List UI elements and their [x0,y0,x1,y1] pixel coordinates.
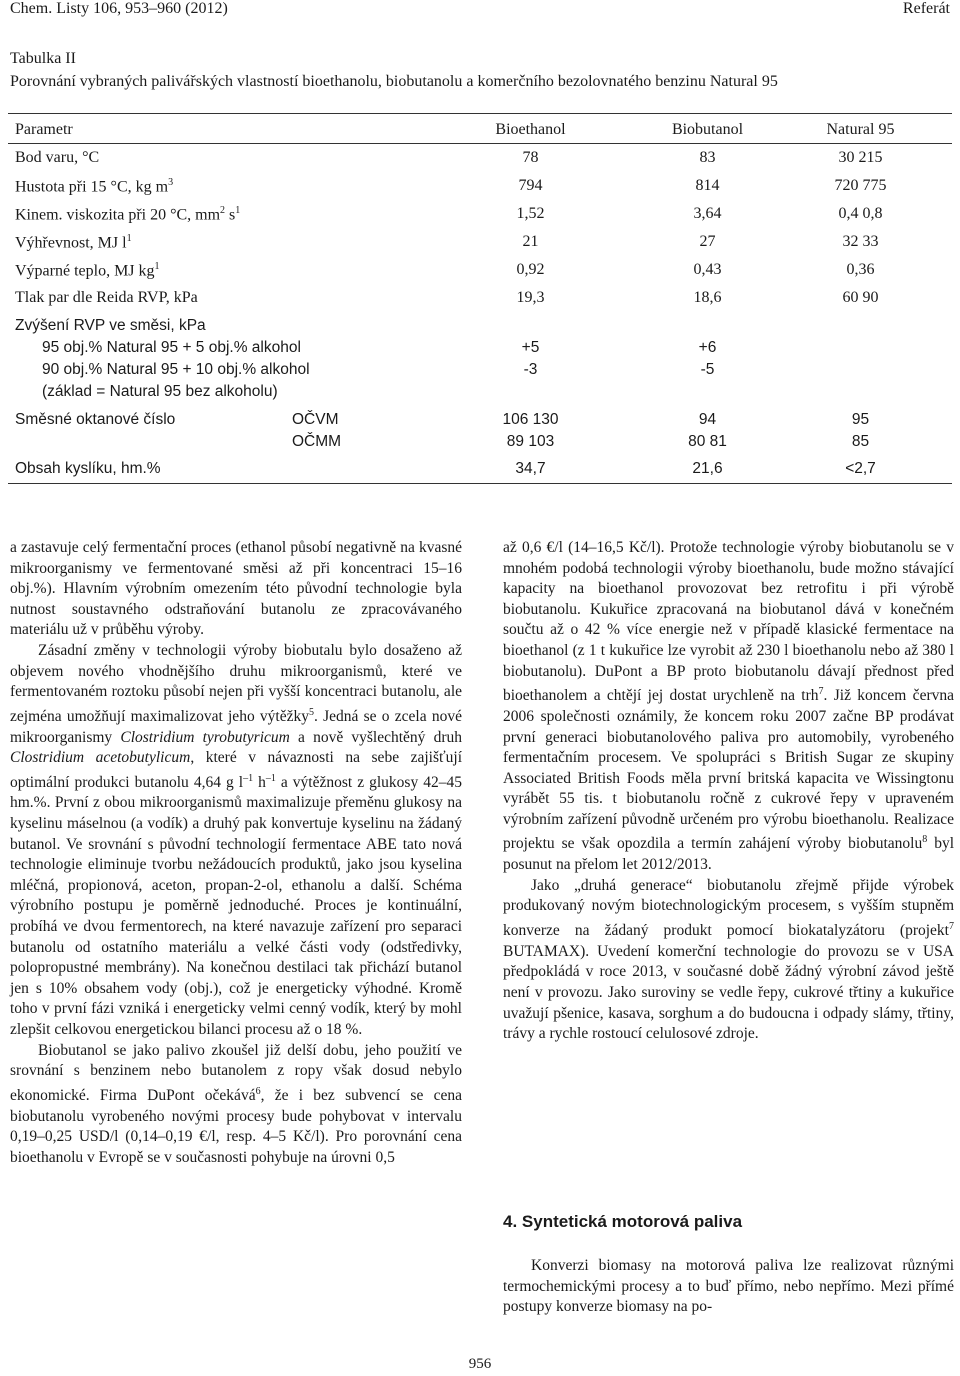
paragraph-text: Jako „druhá generace“ biobutanolu zřejmě přijde výrobek produkovaný novým biotechnologickým procesem, s vyšším stupněm konverze na žádaný produkt pomocí biokatalyzátoru (projekt [503,876,954,940]
param-text: Výhřevnost, MJ l [15,234,127,252]
body-column-right [503,538,954,1045]
table-cell-biobutanol: 83 [699,149,716,166]
rvp-note: (základ = Natural 95 bez alkoholu) [42,383,278,400]
param-exponent: 1 [126,233,132,244]
table-cell-biobutanol: 18,6 [693,289,722,306]
paragraph: Konverzi biomasy na motorová paliva lze realizovat různými termochemickými procesy a to buď přímo, nebo nepřímo. Mezi přímé postupy konverze biomasy na po- [503,1257,954,1316]
rvp-title: Zvýšení RVP ve směsi, kPa [15,317,206,334]
table-row-param: Tlak par dle Reida RVP, kPa [15,289,198,306]
table-row-param: Bod varu, °C [15,149,100,166]
paragraph-text: BUTAMAX). Uvedení komerční technologie do provozu se v USA předpokládá v roce 2013, v současné době žádný výrobní závod ještě není v provozu. Jako suroviny se vedle řepy, cukrové třtiny a kukuřice uvažují pšenice, kasava, sorghum a do budoucna i odpady slámy, třtiny, trávy a rychle rostoucí celulosové zdroje. [503,942,954,1043]
octane-ron-natural95: 95 [851,411,870,428]
running-header-section: Referát [902,0,950,17]
column-header-parameter: Parametr [15,121,73,138]
table-cell-bioethanol: 78 [522,149,539,166]
table-cell-biobutanol: 0,43 [693,261,722,278]
paragraph-text: a výtěžnost z glukosy 42–45 hm.%. První z obou mikroorganismů maximalizuje přeměnu glukosy na kyselinu máselnou (a vodík) a druhý pak konvertuje kyselinu na žádaný butanol. Ve srovnání s původní technologií fermentace ABE tato nová technologie eliminuje tvorbu nežádoucích produktů, jako jsou kyselina mléčná, propionová, aceton, propan-2-ol, ethanolu a další. Schéma výrobního postupu je poměrně jednoduché. Proces je kontinuální, probíhá ve dvou fermentorech, na které navazuje zařízení pro separaci butanolu od ostatního materiálu a velké části vody (odstředivky, polopropustné membrány). Na konečnou destilaci tak přichází butanol jen s 10% obsahem vody (obj.), což je energeticky výhodné. Kromě toho v první fázi vzniká i energeticky velmi cenný vodík, který by mohl zlepšit celkovou energetickou bilanci procesu až o 18 %. [10,773,462,1038]
param-text: Hustota při 15 °C, kg m [15,178,169,196]
reference-number: 6 [255,1085,261,1097]
paragraph-text: h [253,773,266,791]
paragraph [10,641,462,1041]
table-cell-biobutanol: 27 [699,233,716,250]
rvp-line-5pct: 95 obj.% Natural 95 + 5 obj.% alkohol [42,339,301,356]
table-cell-biobutanol: 814 [695,177,720,194]
paragraph [503,538,954,876]
table-cell-bioethanol: 19,3 [516,289,545,306]
table-row-param [15,261,160,280]
paragraph: a zastavuje celý fermentační proces (ethanol působí negativně na kvasné mikroorganismy ve fermentované směsi až při koncentraci 15–16 obj.%). Hlavním výrobním omezením této původní technologie byla nutnost soustavného odstraňování butanolu ze zpracovávaného materiálu už v průběhu výroby. [10,539,462,639]
reference-number: 8 [922,834,928,846]
paragraph [503,876,954,1045]
octane-mon-natural95: 85 [851,433,870,450]
paragraph-text: . Jedná se o zcela nové mikroorganismy [10,707,462,746]
table-cell-biobutanol: 3,64 [693,205,722,222]
oxygen-label: Obsah kyslíku, hm.% [15,460,161,477]
table-row-param [15,233,132,252]
oxygen-bioethanol: 34,7 [515,460,546,477]
paragraph [10,1041,462,1169]
paragraph-text: až 0,6 €/l (14–16,5 Kč/l). Protože technologie výroby biobutanolu se v mnohém podobá technologii výroby bioethanolu, bude možno stávající kapacity na bioethanol provozovat bez retrofitu i při výrobě biobutanolu. Kukuřice zpracovaná na biobutanol dává v konečném součtu až o 42 % více energie než v případě klasické fermentace na bioethanol (z 1 t kukuřice lze vyrobit až 230 l bioethanolu nebo až 380 l biobutanolu). DuPont a BP proto biobutanolu dávají přednost před bioethanolem a chtějí jej dostat urychleně na trh [503,539,954,705]
oxygen-natural95: <2,7 [845,460,876,477]
table-row-param [15,177,173,196]
param-exponent-unit: 1 [235,205,241,216]
page-number: 956 [468,1356,492,1372]
octane-ron-bioethanol: 106 130 [502,411,559,428]
paragraph-text: Zásadní změny v technologii výroby biobutalu bylo dosaženo až objevem nového vhodnějšího druhu mikroorganismů, které ve fermentovaném roztoku působí nejen při vyšší koncentraci butanolu, ale zejména umožňují maximalizovat jeho výtěžky [10,641,462,725]
paragraph-text: . Již koncem června 2006 společnosti oznámily, že koncem roku 2007 začne BP prodávat první generaci biobutanolového paliva pro automobily, vyrobeného fermentačním procesem. Ve spolupráci s British Sugar ze skupiny Associated British Foods měla první britská kapacita ve Wissingtonu vyrábět 55 tis. t biobutanolu ročně z cukrové řepy v upraveném výrobním zařízení původně určeném pro výrobu bioethanolu. Realizace projektu se však opozdila a termín zahájení výroby biobutanolu [503,687,954,853]
rvp-biobutanol-10pct: -5 [700,361,715,378]
table-caption: Porovnání vybraných palivářských vlastností bioethanolu, biobutanolu a komerčního bezolovnatého benzinu Natural 95 [10,73,778,90]
unit-exponent: –1 [243,772,254,784]
paragraph-text: Biobutanol se jako palivo zkoušel již delší dobu, jeho použití ve srovnání s benzinem nebo butanolem z ropy však dosud nebylo ekonomické. Firma DuPont očekává [10,1041,462,1104]
table-top-rule [8,113,952,114]
paragraph-text: , které v návaznosti na sebe zajišťují optimální produkci butanolu 4,64 g l [10,749,462,791]
column-header-biobutanol: Biobutanol [671,121,744,138]
paragraph-text: a nově vyšlechtěný druh [289,728,462,746]
table-row-param [15,205,240,224]
octane-ron-biobutanol: 94 [698,411,717,428]
column-header-bioethanol: Bioethanol [495,121,566,138]
param-text: Výparné teplo, MJ kg [15,262,155,280]
running-header-journal: Chem. Listy 106, 953–960 (2012) [10,0,228,17]
octane-mon-bioethanol: 89 103 [506,433,555,450]
param-exponent: 1 [154,261,160,272]
rvp-bioethanol-5pct: +5 [521,339,540,356]
octane-label: Směsné oktanové číslo [15,411,176,428]
param-exponent: 3 [168,177,174,188]
octane-ron-label: OČVM [292,411,339,428]
table-label: Tabulka II [10,50,76,67]
oxygen-biobutanol: 21,6 [692,460,723,477]
table-cell-natural95: 720 775 [834,177,887,194]
param-exponent: 2 [220,205,226,216]
species-name: Clostridium tyrobutyricum [120,728,290,746]
octane-mon-biobutanol: 80 81 [688,433,727,450]
table-cell-natural95: 60 90 [842,289,879,306]
table-cell-bioethanol: 1,52 [516,205,545,222]
species-name: Clostridium acetobutylicum [10,749,191,767]
rvp-line-10pct: 90 obj.% Natural 95 + 10 obj.% alkohol [42,361,310,378]
table-cell-bioethanol: 0,92 [516,261,545,278]
table-header-rule [8,143,952,144]
reference-number: 7 [818,686,824,698]
table-cell-natural95: 32 33 [842,233,879,250]
section-heading: 4. Syntetická motorová paliva [503,1212,743,1231]
table-cell-bioethanol: 794 [518,177,543,194]
rvp-bioethanol-10pct: -3 [523,361,538,378]
rvp-biobutanol-5pct: +6 [698,339,717,356]
paragraph-text: byl posunut na přelom let 2012/2013. [503,835,954,874]
reference-number: 7 [949,921,954,932]
table-cell-natural95: 0,4 0,8 [838,205,883,222]
body-column-right-section [503,1256,954,1318]
table-cell-bioethanol: 21 [522,233,539,250]
table-bottom-rule [8,483,952,484]
reference-number: 5 [309,706,314,718]
unit-exponent: –1 [265,772,276,784]
body-column-left [10,538,462,1168]
param-text-unit: s [225,206,236,224]
param-text: Kinem. viskozita při 20 °C, mm [15,206,221,224]
column-header-natural95: Natural 95 [826,121,895,138]
octane-mon-label: OČMM [292,433,342,450]
table-cell-natural95: 0,36 [846,261,875,278]
paragraph-text: , že i bez subvencí se cena biobutanolu vyrobeného novými procesy bude pohybovat v intervalu 0,19–0,25 USD/l (0,14–0,19 €/l, resp. 4–5 Kč/l). Pro porovnání cena bioethanolu v Evropě se v současnosti pohybuje na úrovni 0,5 [10,1086,462,1166]
table-cell-natural95: 30 215 [838,149,883,166]
